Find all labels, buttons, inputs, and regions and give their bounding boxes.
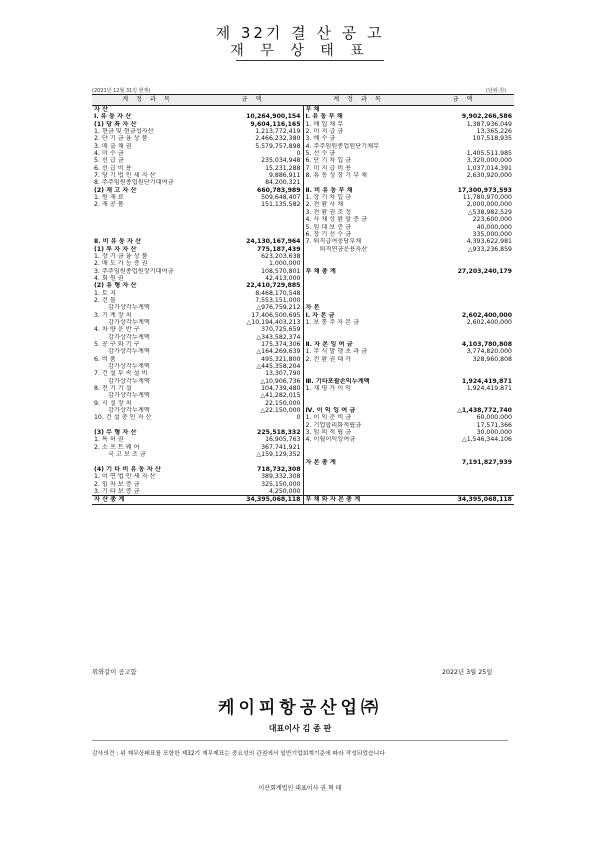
right-account-label	[303, 275, 414, 282]
date-note: (2021년 12월 31일 현재)	[92, 88, 151, 94]
left-account-label: 감가상각누계액	[108, 392, 150, 400]
left-account-label: 1. 토 지	[94, 289, 116, 297]
left-account-amount: 225,518,332	[203, 429, 303, 436]
left-account-amount: 22,410,729,885	[203, 282, 303, 289]
table-row	[92, 334, 514, 341]
table-row	[92, 436, 514, 443]
left-account-label: 1. 현금 및 현금성자산	[94, 128, 154, 136]
table-body	[92, 106, 514, 496]
right-account-label	[303, 326, 414, 333]
right-account-amount	[414, 334, 514, 341]
right-account-amount: 9,902,266,586	[461, 113, 512, 121]
left-account-amount	[203, 209, 303, 216]
right-account-amount	[414, 304, 514, 311]
right-account-label: 4. 사 채 상 환 할 증 금	[305, 216, 368, 224]
table-row	[92, 238, 514, 245]
table-row	[92, 157, 514, 164]
right-account-label: 1. 이 익 준 비 금	[305, 414, 352, 422]
right-account-label: 6. 장 기 선 수 금	[305, 230, 352, 238]
right-account-label	[303, 297, 414, 304]
header-amount-right: 금 액	[414, 95, 514, 106]
right-account-label	[303, 392, 414, 399]
right-account-amount	[414, 451, 514, 458]
table-row	[92, 392, 514, 399]
right-account-label: Ⅰ. 자 본 금	[305, 311, 335, 319]
balance-sheet-table	[92, 94, 514, 505]
left-account-amount: 4,250,000	[203, 488, 303, 496]
left-account-amount	[203, 459, 303, 466]
left-account-label: 1. 원 재 료	[94, 194, 124, 202]
right-account-label: 6. 단 기 차 입 금	[305, 157, 352, 165]
table-row	[92, 326, 514, 333]
left-account-label	[92, 459, 203, 466]
left-account-amount: 175,374,306	[203, 341, 303, 348]
right-account-label: 4. 이월이익잉여금	[305, 436, 356, 444]
left-account-amount: 151,135,582	[203, 201, 303, 208]
right-account-label: Ⅳ. 이 익 잉 여 금	[305, 407, 356, 415]
right-account-label	[303, 400, 414, 407]
right-account-amount	[414, 253, 514, 260]
right-account-amount	[414, 106, 514, 114]
left-account-amount: 7,553,151,000	[203, 297, 303, 304]
right-account-amount: 2,630,920,000	[466, 172, 512, 180]
right-account-amount: 7,191,827,939	[461, 458, 512, 466]
left-account-label: 감가상각누계액	[108, 333, 150, 341]
left-account-amount: 9,604,116,165	[203, 121, 303, 128]
total-liab-equity-amount: 34,395,068,118	[414, 496, 514, 504]
left-account-label: Ⅰ. 유 동 자 산	[94, 113, 132, 121]
table-row	[92, 312, 514, 319]
left-account-label: (2) 재 고 자 산	[94, 186, 137, 194]
left-account-amount: 325,150,000	[203, 481, 303, 488]
right-account-label	[303, 253, 414, 260]
table-row	[92, 473, 514, 480]
header-amount-left: 금 액	[203, 95, 303, 106]
left-account-amount: △22,150,000	[203, 407, 303, 414]
right-account-amount	[414, 282, 514, 289]
left-account-amount: 15,231,288	[203, 165, 303, 172]
left-account-amount: 0	[203, 150, 303, 157]
table-row	[92, 356, 514, 363]
table-row	[92, 231, 514, 238]
audit-opinion: 감사의견 : 위 재무상태표를 포함한 제32기 재무제표는 중요성의 관점에서 일반기업회계기준에 따라 작성되었습니다	[92, 751, 385, 757]
left-account-amount: 370,725,659	[203, 326, 303, 333]
right-account-label: 5. 선 수 금	[305, 150, 336, 158]
right-account-amount	[414, 179, 514, 186]
left-account-label: 2. 건 물	[94, 296, 116, 304]
left-account-amount: 16,905,763	[203, 436, 303, 443]
right-account-label: Ⅰ. 유 동 부 채	[305, 113, 343, 121]
left-account-amount: 623,203,638	[203, 253, 303, 260]
right-account-label	[303, 473, 414, 480]
statement-title: 재 무 상 태 표	[230, 43, 370, 59]
company-name: 케이피항공산업㈜	[218, 698, 382, 718]
left-account-label: 4. 미 수 금	[94, 150, 124, 158]
table-row	[92, 422, 514, 429]
ceo-name: 대표이사 김 종 판	[268, 724, 332, 733]
right-account-amount: 107,518,935	[472, 135, 512, 143]
left-account-amount: 718,732,308	[203, 466, 303, 473]
left-account-amount: 104,739,480	[203, 385, 303, 392]
table-row	[92, 121, 514, 128]
left-account-label: 6. 비 품	[94, 355, 116, 363]
left-account-amount: 509,648,407	[203, 194, 303, 201]
right-account-label: 부 채 총 계	[305, 267, 336, 275]
left-account-label: 5. 공 구 와 기 구	[94, 341, 140, 348]
left-account-amount: 24,130,167,964	[203, 238, 303, 245]
left-account-label: 5. 선 급 금	[94, 157, 124, 165]
right-account-amount: 1,037,014,391	[466, 164, 512, 172]
table-row	[92, 282, 514, 289]
right-account-label	[303, 481, 414, 488]
table-row	[92, 297, 514, 304]
right-account-label: 2. 기업합리화적립금	[305, 421, 362, 429]
left-account-label: 3. 주주임원종업원장기대여금	[94, 267, 174, 275]
left-account-label	[92, 224, 203, 231]
table-row	[92, 128, 514, 135]
table-row	[92, 224, 514, 231]
table-row	[92, 201, 514, 208]
left-account-amount	[203, 224, 303, 231]
left-account-label: 감가상각누계액	[108, 377, 150, 385]
left-account-label: 6. 선 급 비 용	[94, 164, 132, 172]
left-account-label: 감가상각누계액	[108, 407, 150, 415]
right-account-amount	[414, 297, 514, 304]
right-account-label	[303, 488, 414, 496]
right-account-amount: 3,774,820,000	[466, 348, 512, 356]
right-account-label: 2. 미 지 급 금	[305, 128, 344, 136]
table-row	[92, 209, 514, 216]
right-account-label	[303, 370, 414, 377]
right-account-amount: 13,365,226	[476, 128, 512, 136]
right-account-label: 3. 예 수 금	[305, 135, 336, 143]
table-row	[92, 268, 514, 275]
left-account-amount: 367,741,921	[203, 444, 303, 451]
right-account-amount: 1,405,511,985	[466, 150, 512, 158]
right-account-label	[303, 444, 414, 451]
right-account-amount: △1,438,772,740	[457, 407, 512, 415]
left-account-amount	[203, 216, 303, 223]
right-account-label: 7. 미 지 급 비 용	[305, 164, 352, 172]
left-account-label: 8. 주주임원종업원단기대여금	[94, 179, 174, 187]
left-account-label: 2. 임 차 보 증 금	[94, 480, 140, 488]
right-account-label: Ⅲ. 기타포괄손익누계액	[305, 377, 370, 385]
left-account-amount: △159,129,352	[203, 451, 303, 458]
right-account-amount	[414, 363, 514, 370]
left-account-amount: 775,187,439	[203, 246, 303, 253]
left-account-label: 8. 전 기 기 설	[94, 385, 132, 393]
right-account-amount: 40,000,000	[476, 223, 512, 231]
right-account-amount: 2,602,400,000	[461, 311, 512, 319]
left-account-label: Ⅱ. 비 유 동 자 산	[94, 238, 142, 246]
left-account-amount: 235,034,948	[203, 157, 303, 164]
left-account-label: 2. 소 프 트 웨 어	[94, 443, 140, 451]
table-row	[92, 363, 514, 370]
left-account-amount: △976,759,212	[203, 304, 303, 311]
left-account-amount: 13,307,790	[203, 370, 303, 377]
left-account-amount: 42,413,000	[203, 275, 303, 282]
left-account-label: 7. 당 기 법 인 세 자 산	[94, 172, 156, 180]
right-account-amount: 223,600,000	[472, 216, 512, 224]
table-row	[92, 444, 514, 451]
right-account-label	[303, 363, 414, 370]
right-account-amount: 4,393,622,981	[466, 238, 512, 246]
right-account-label: 2. 전 환 사 채	[305, 201, 344, 209]
table-row	[92, 341, 514, 348]
table-row	[92, 459, 514, 466]
right-account-amount	[414, 466, 514, 473]
left-account-label: 10. 건 설 중 인 자 산	[94, 414, 152, 422]
table-row	[92, 216, 514, 223]
left-account-amount: 17,406,500,695	[203, 312, 303, 319]
right-account-amount	[414, 473, 514, 480]
table-row	[92, 488, 514, 496]
left-account-label: 2. 단 기 금 융 상 품	[94, 135, 148, 143]
left-account-amount: 10,264,900,154	[203, 113, 303, 120]
right-account-label	[303, 334, 414, 341]
left-account-label: 3. 기 타 보 증 금	[94, 487, 140, 495]
left-account-label: 1. 장 기 금 융 상 품	[94, 252, 148, 260]
table-row	[92, 179, 514, 186]
left-account-label: 1. 특 허 권	[94, 436, 124, 444]
table-row	[92, 481, 514, 488]
notice-date: 2022년 3월 25일	[442, 669, 493, 676]
table-row	[92, 414, 514, 421]
right-account-amount	[414, 488, 514, 496]
left-account-amount: 84,200,321	[203, 179, 303, 186]
table-row	[92, 275, 514, 282]
right-account-amount	[414, 260, 514, 267]
right-account-amount: 60,000,000	[476, 414, 512, 422]
left-account-label: (2) 유 형 자 산	[94, 282, 137, 290]
table-row	[92, 290, 514, 297]
left-account-label: (4) 기 타 비 유 동 자 산	[94, 465, 161, 473]
left-account-amount: 1,000,000	[203, 260, 303, 267]
right-account-label	[303, 290, 414, 297]
left-account-label	[92, 216, 203, 223]
table-row	[92, 165, 514, 172]
table-row	[92, 253, 514, 260]
table-row	[92, 370, 514, 377]
right-account-label	[303, 466, 414, 473]
left-account-amount: 5,579,757,898	[203, 143, 303, 150]
table-row	[92, 451, 514, 458]
left-account-label: 4. 차 량 운 반 구	[94, 326, 140, 334]
right-account-amount: 2,602,400,000	[466, 318, 512, 326]
right-account-label: 2. 전 환 권 대 가	[305, 355, 352, 363]
right-account-amount: 1,924,419,871	[466, 385, 512, 393]
table-row	[92, 319, 514, 326]
left-account-label: 자 산	[94, 106, 109, 113]
left-account-amount: △41,282,015	[203, 392, 303, 399]
right-account-amount: 335,000,000	[472, 230, 512, 238]
right-account-amount: 1,924,419,871	[461, 377, 512, 385]
left-account-amount: 1,213,772,419	[203, 128, 303, 135]
table-row	[92, 143, 514, 150]
right-account-label: Ⅱ. 비 유 동 부 채	[305, 186, 353, 194]
unit-note: (단위:원)	[486, 88, 507, 94]
left-account-amount	[203, 231, 303, 238]
table-row	[92, 135, 514, 142]
right-account-label: 3. 임 의 적 립 금	[305, 429, 352, 437]
left-account-amount: 2,466,232,380	[203, 135, 303, 142]
left-account-amount: △164,269,639	[203, 348, 303, 355]
right-account-amount: 17,571,366	[476, 421, 512, 429]
right-account-label: 1. 보 통 주 자 본 금	[305, 318, 360, 326]
table-row	[92, 400, 514, 407]
right-account-amount: 2,000,000,000	[466, 201, 512, 209]
total-assets-label: 자 산 총 계	[92, 496, 203, 504]
right-account-label: 3. 전 환 권 조 정	[305, 208, 352, 216]
right-account-amount: 27,203,240,179	[457, 267, 512, 275]
table-row	[92, 246, 514, 253]
left-account-label: (3) 무 형 자 산	[94, 429, 137, 437]
right-account-label	[303, 451, 414, 458]
table-row	[92, 348, 514, 355]
left-account-amount: 9,886,911	[203, 172, 303, 179]
table-row	[92, 429, 514, 436]
right-account-label: 자 본 총 계	[305, 458, 336, 466]
left-account-label: 감가상각누계액	[108, 363, 150, 371]
left-account-label: 4. 회 원 권	[94, 274, 124, 282]
left-account-label	[92, 209, 203, 216]
header-account-right: 계 정 과 목	[303, 95, 414, 106]
left-account-label: 감가상각누계액	[108, 348, 150, 356]
left-account-amount: 0	[203, 414, 303, 421]
right-account-amount: 3,320,000,000	[466, 157, 512, 165]
right-account-amount	[414, 290, 514, 297]
total-liab-equity-label: 부 채 와 자 본 총 계	[303, 496, 414, 504]
left-account-amount: 660,783,989	[203, 187, 303, 194]
table-row	[92, 304, 514, 311]
right-account-label	[303, 179, 414, 186]
right-account-amount: △933,236,859	[467, 245, 512, 253]
right-account-label: 1. 주 식 발 행 초 과 금	[305, 348, 368, 356]
total-assets-amount: 34,395,068,118	[203, 496, 303, 504]
right-account-amount: 4,103,780,808	[461, 341, 512, 348]
left-account-amount: △445,358,204	[203, 363, 303, 370]
right-account-label: 자 본	[305, 304, 320, 312]
left-account-label	[92, 231, 203, 238]
left-account-amount	[203, 106, 303, 114]
right-account-amount: △1,546,344,106	[461, 436, 512, 444]
left-account-label	[92, 422, 203, 429]
right-account-amount	[414, 392, 514, 399]
divider-line	[92, 740, 508, 741]
right-account-amount	[414, 481, 514, 488]
right-account-label: 1. 매 입 채 무	[305, 120, 344, 128]
left-account-label: (1) 투 자 자 산	[94, 245, 137, 253]
left-account-label: 2. 매 도 가 능 증 권	[94, 260, 148, 268]
right-account-label: 5. 임 대 보 증 금	[305, 223, 352, 231]
right-account-label	[303, 282, 414, 289]
right-account-amount	[414, 370, 514, 377]
right-account-amount	[414, 444, 514, 451]
left-account-amount: 8,468,170,548	[203, 290, 303, 297]
right-account-label: 부 채	[305, 106, 320, 113]
left-account-amount: 22,150,000	[203, 400, 303, 407]
right-account-label: 7. 퇴직급여충당부채	[305, 238, 362, 246]
announcement-title: 제 32기 결 산 공 고	[215, 24, 385, 42]
right-account-label: Ⅱ. 자 본 잉 여 금	[305, 341, 353, 348]
left-account-amount: △343,582,374	[203, 334, 303, 341]
left-account-label: 국 고 보 조 금	[108, 451, 146, 459]
left-account-amount: 108,570,801	[203, 268, 303, 275]
table-row	[92, 260, 514, 267]
left-account-amount: △10,194,403,213	[203, 319, 303, 326]
table-row	[92, 407, 514, 414]
table-row	[92, 385, 514, 392]
header-account-left: 계 정 과 목	[92, 95, 203, 106]
left-account-label: 감가상각누계액	[108, 318, 150, 326]
right-account-label: 8. 유 동 성 장 기 부 채	[305, 172, 368, 180]
left-account-amount: 389,332,308	[203, 473, 303, 480]
table-row	[92, 106, 514, 114]
left-account-label: 감가상각누계액	[108, 304, 150, 312]
left-account-amount: △10,906,736	[203, 378, 303, 385]
left-account-label: 1. 이 연 법 인 세 자 산	[94, 473, 156, 481]
right-account-label: 1. 장 기 차 입 금	[305, 194, 352, 202]
right-account-amount: 11,780,970,000	[462, 194, 512, 202]
right-account-amount: △538,982,529	[467, 208, 512, 216]
right-account-amount	[414, 326, 514, 333]
right-account-amount	[414, 275, 514, 282]
table-row	[92, 466, 514, 473]
left-account-label: 3. 기 계 장 치	[94, 311, 132, 319]
table-row	[92, 194, 514, 201]
total-row	[92, 496, 514, 504]
right-account-amount: 30,000,000	[476, 429, 512, 437]
auditor-name: 이산회계법인 대표이사 권 혁 태	[258, 785, 342, 792]
right-account-amount: 17,300,973,593	[457, 186, 512, 194]
table-header-row	[92, 95, 514, 106]
left-account-amount	[203, 422, 303, 429]
left-account-label: 7. 건 설 부 속 설 비	[94, 370, 148, 378]
table-row	[92, 150, 514, 157]
right-account-amount	[414, 400, 514, 407]
table-row	[92, 187, 514, 194]
left-account-label: 3. 매 출 채 권	[94, 142, 132, 150]
table-row	[92, 378, 514, 385]
left-account-label: (1) 당 좌 자 산	[94, 120, 137, 128]
right-account-label: 4. 주주임원종업원단기채무	[305, 142, 380, 150]
right-account-amount: 328,960,808	[472, 355, 512, 363]
table-row	[92, 172, 514, 179]
right-account-label	[303, 260, 414, 267]
table-row	[92, 113, 514, 120]
right-account-amount	[414, 143, 514, 150]
right-account-amount: 1,387,936,049	[466, 120, 512, 128]
right-account-label: 퇴직연금운용자산	[319, 245, 368, 253]
right-account-label: 1. 재 평 가 이 익	[305, 385, 352, 393]
title-underline	[236, 60, 384, 61]
left-account-label: 9. 시 설 장 치	[94, 399, 132, 407]
left-account-amount: 495,321,800	[203, 356, 303, 363]
notice-text: 위와같이 공고함	[92, 669, 137, 676]
left-account-label: 2. 재 공 품	[94, 201, 124, 209]
